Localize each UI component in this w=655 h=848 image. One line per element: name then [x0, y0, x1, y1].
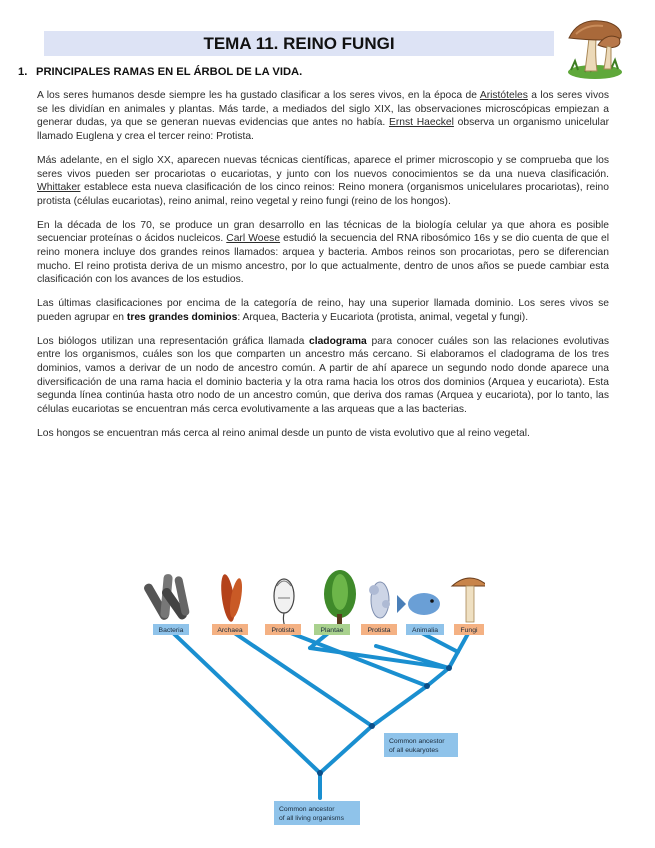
label-protista-2: Protista [367, 627, 391, 634]
paragraph-2: Más adelante, en el siglo XX, aparecen nuevas técnicas científicas, aparece el primer microscopio y se comprueba que los seres vivos pueden ser procariotas o eucariotas, y junto con los nuevos conocimientos se da una nueva clasificación. Whittaker establece esta nueva clasificación de los cinco reinos: Reino monera (organismos unicelulares procariotas), reino protista (células eucariotas), reino animal, reino vegetal y reino fungi (reino de los hongos). [37, 154, 609, 207]
root-ancestor-line-1: Common ancestor [279, 806, 335, 813]
cladogram [140, 568, 485, 830]
page-title: TEMA 11. REINO FUNGI [44, 31, 554, 56]
bold-tres-grandes-dominios: tres grandes dominios [126, 311, 238, 323]
archaea-illustration [219, 573, 245, 622]
root-ancestor-line-2: of all living organisms [279, 815, 344, 822]
fungi-illustration [452, 578, 485, 622]
label-plantae: Plantae [320, 627, 344, 634]
label-archaea: Archaea [217, 627, 243, 634]
protista-illustration [274, 579, 294, 630]
link-ernst-haeckel[interactable]: Ernst Haeckel [388, 117, 454, 129]
paragraph-6: Los hongos se encuentran más cerca al reino animal desde un punto de vista evolutivo que al reino vegetal. [37, 427, 530, 439]
eukaryote-ancestor-line-1: Common ancestor [389, 738, 445, 745]
plantae-illustration [324, 570, 356, 626]
label-protista: Protista [271, 627, 295, 634]
bold-cladograma: cladograma [308, 335, 367, 347]
paragraph-1: A los seres humanos desde siempre les ha gustado clasificar a los seres vivos, en la época de Aristóteles a los seres vivos se les dividían en animales y plantas. Más tarde, a mediados del siglo XIX, las observaciones microscópicas empiezan a generar dudas, ya que se generan nuevas evidencias que antes no había. Ernst Haeckel observa un organismo unicelular llamado Euglena y crea el tercer reino: Protista. [37, 90, 609, 143]
section-heading-text: PRINCIPALES RAMAS EN EL ÁRBOL DE LA VIDA. [36, 66, 303, 78]
label-animalia: Animalia [411, 627, 439, 634]
body-text [37, 89, 609, 450]
label-bacteria: Bacteria [158, 627, 184, 634]
protista-2-illustration [369, 582, 390, 618]
paragraph-3: En la década de los 70, se produce un gran desarrollo en las técnicas de la biología celular ya que ahora es posible secuenciar proteínas o ácidos nucleicos. Carl Woese estudió la secuencia del RNA ribosómico 16s y se dio cuenta de que el reino monera incluye dos grandes reinos llamados: arquea y bacteria. Ambos reinos son procariotas, pero se diferencian mucho. El reino protista deriva de un mismo ancestro, por lo que actualmente, dentro de unos años se puede cambiar esta clasificación con los avances de los estudios. [37, 219, 609, 286]
paragraph-5: Los biólogos utilizan una representación gráfica llamada cladograma para conocer cuáles son las relaciones evolutivas entre los organismos, cuáles son los que comparten un ancestro más cercano. Si elaboramos el cladograma de los tres dominios, vamos a derivar de un nodo de ancestro común. A partir de ahí aparece un segundo nodo donde aparece una diversificación de una rama hacia el dominio bacteria y la otra rama hacia los otros dos dominios (Arquea y eucariota). Esta segunda línea continúa hasta otro nodo de un ancestro común, que deriva dos ramas (Arquea y eucariota), por lo tanto, las células eucariotas se encuentran más cerca evolutivamente a las arqueas que a las bacterias. [37, 335, 609, 416]
link-carl-woese[interactable]: Carl Woese [226, 233, 281, 245]
link-aristoteles[interactable]: Aristóteles [479, 90, 528, 101]
section-heading [18, 66, 618, 78]
eukaryote-ancestor-line-2: of all eukaryotes [389, 747, 439, 754]
paragraph-4: Las últimas clasificaciones por encima de la categoría de reino, hay una superior llamada dominio. Los seres vivos se pueden agrupar en tres grandes dominios: Arquea, Bacteria y Eucariota (protista, animal, vegetal y fungi). [37, 298, 609, 323]
animalia-illustration [397, 593, 440, 615]
bacteria-illustration [143, 574, 191, 622]
label-fungi: Fungi [460, 627, 478, 634]
section-number: 1. [18, 66, 28, 78]
link-whittaker[interactable]: Whittaker [37, 182, 81, 194]
